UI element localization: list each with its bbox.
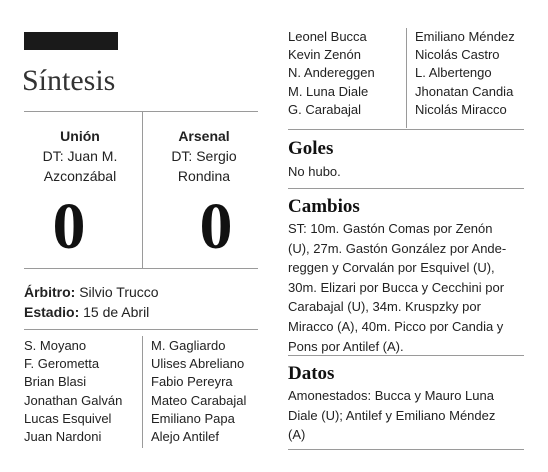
score-union: 0 bbox=[52, 190, 86, 263]
datos-text bbox=[288, 386, 524, 445]
stadium-name: 15 de Abril bbox=[83, 304, 150, 320]
team-name: Arsenal bbox=[178, 128, 230, 144]
list-item: Nicolás Castro bbox=[415, 47, 500, 63]
stadium-line bbox=[24, 302, 149, 322]
lineup-arsenal-part2 bbox=[415, 28, 515, 119]
team-union bbox=[21, 126, 139, 186]
text-line: Carabajal (U), 34m. Kruspzky por bbox=[288, 299, 481, 315]
text-line: Amonestados: Bucca y Mauro Luna bbox=[288, 388, 494, 403]
text-line: (A) bbox=[288, 427, 306, 443]
score-divider bbox=[142, 112, 143, 268]
referee-line bbox=[24, 282, 159, 302]
lineup-union-part2 bbox=[288, 28, 375, 119]
lineup-arsenal-part1 bbox=[151, 337, 246, 446]
list-item: Alejo Antilef bbox=[151, 428, 219, 444]
list-item: Kevin Zenón bbox=[288, 47, 361, 63]
page-title: Síntesis bbox=[22, 64, 116, 97]
cambios-heading: Cambios bbox=[288, 196, 360, 217]
lineup-union-part1 bbox=[24, 337, 122, 446]
list-item: Emiliano Papa bbox=[151, 410, 235, 426]
section-marker-bar bbox=[24, 32, 118, 50]
text-line: reggen y Corvalán por Esquivel (U), bbox=[288, 260, 495, 276]
text-line: Pons por Antilef (A). bbox=[288, 338, 404, 354]
cambios-text bbox=[288, 219, 524, 356]
lineup-divider-bottom bbox=[142, 336, 143, 448]
goles-text: No hubo. bbox=[288, 164, 341, 179]
divider-goles bbox=[288, 188, 524, 189]
divider-top bbox=[24, 111, 258, 112]
list-item: M. Luna Diale bbox=[288, 83, 369, 99]
divider-cambios bbox=[288, 355, 524, 356]
list-item: N. Andereggen bbox=[288, 65, 375, 81]
list-item: Nicolás Miracco bbox=[415, 101, 507, 117]
list-item: L. Albertengo bbox=[415, 65, 492, 81]
text-line: 30m. Elizari por Bucca y Cecchini por bbox=[288, 279, 505, 295]
team-coach: DT: Juan M. Azconzábal bbox=[42, 148, 118, 184]
divider-right-top bbox=[288, 129, 524, 130]
text-line: (U), 27m. Gastón González por Ande- bbox=[288, 240, 507, 256]
team-name: Unión bbox=[60, 128, 100, 144]
list-item: Emiliano Méndez bbox=[415, 29, 515, 44]
text-line: Miracco (A), 40m. Picco por Candia y bbox=[288, 318, 504, 334]
list-item: Ulises Abreliano bbox=[151, 356, 245, 372]
goles-heading: Goles bbox=[288, 138, 334, 159]
list-item: G. Carabajal bbox=[288, 101, 361, 117]
list-item: M. Gagliardo bbox=[151, 338, 226, 353]
list-item: Leonel Bucca bbox=[288, 29, 367, 44]
datos-heading: Datos bbox=[288, 363, 335, 384]
list-item: Jonathan Galván bbox=[24, 392, 123, 408]
score-arsenal: 0 bbox=[199, 190, 233, 263]
list-item: Fabio Pereyra bbox=[151, 374, 233, 390]
list-item: Mateo Carabajal bbox=[151, 392, 247, 408]
list-item: S. Moyano bbox=[24, 338, 87, 353]
divider-lineups bbox=[24, 329, 258, 330]
list-item: Lucas Esquivel bbox=[24, 410, 112, 426]
text-line: Diale (U); Antilef y Emiliano Méndez bbox=[288, 407, 496, 423]
team-arsenal bbox=[145, 126, 263, 186]
stadium-label: Estadio: bbox=[24, 304, 80, 320]
list-item: Jhonatan Candia bbox=[415, 83, 514, 99]
list-item: Brian Blasi bbox=[24, 374, 87, 390]
list-item: Juan Nardoni bbox=[24, 428, 102, 444]
referee-name: Silvio Trucco bbox=[79, 284, 159, 300]
team-coach: DT: Sergio Rondina bbox=[171, 148, 237, 184]
lineup-divider-top bbox=[406, 28, 407, 128]
referee-label: Árbitro: bbox=[24, 284, 76, 300]
list-item: F. Gerometta bbox=[24, 356, 100, 372]
divider-middle bbox=[24, 268, 258, 269]
divider-bottom bbox=[288, 449, 524, 450]
text-line: ST: 10m. Gastón Comas por Zenón bbox=[288, 221, 493, 236]
